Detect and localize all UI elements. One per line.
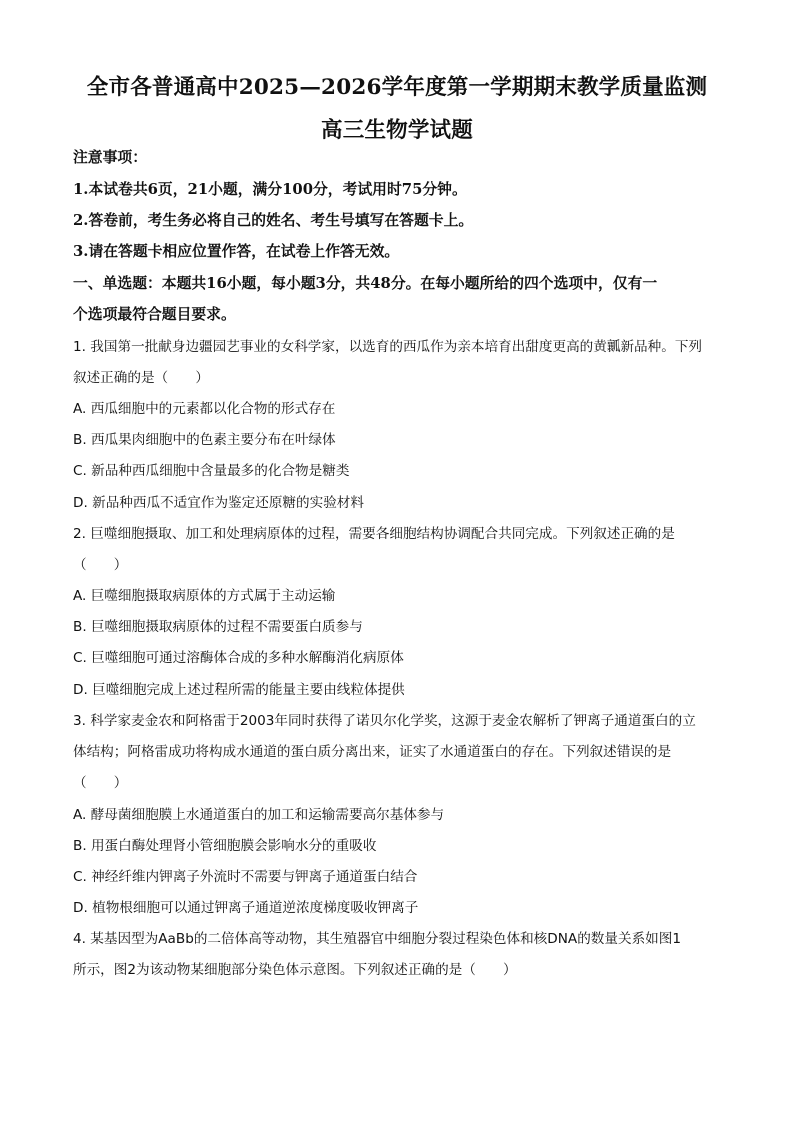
exam-subtitle: 高三生物学试题 — [321, 118, 473, 143]
question-stem: 3. 科学家麦金农和阿格雷于2003年同时获得了诺贝尔化学奖，这源于麦金农解析了钾离子通道蛋白的立 — [73, 713, 696, 729]
notice-item: 1.本试卷共6页，21小题，满分100分，考试用时75分钟。 — [73, 181, 467, 198]
notice-item: 2.答卷前，考生务必将自己的姓名、考生号填写在答题卡上。 — [73, 212, 474, 229]
question-stem: （ ） — [73, 557, 128, 573]
question-stem: 叙述正确的是（ ） — [73, 370, 209, 386]
question-option: A. 巨噬细胞摄取病原体的方式属于主动运输 — [73, 588, 336, 604]
question-stem: 所示，图2为该动物某细胞部分染色体示意图。下列叙述正确的是（ ） — [73, 962, 517, 978]
section-heading-cont: 个选项最符合题目要求。 — [73, 306, 236, 323]
section-heading: 一、单选题：本题共16小题，每小题3分，共48分。在每小题所给的四个选项中，仅有一 — [73, 275, 658, 292]
question-option: C. 新品种西瓜细胞中含量最多的化合物是糖类 — [73, 463, 350, 479]
notice-item: 3.请在答题卡相应位置作答，在试卷上作答无效。 — [73, 243, 400, 260]
question-stem: 体结构；阿格雷成功将构成水通道的蛋白质分离出来，证实了水通道蛋白的存在。下列叙述错误的是 — [73, 744, 672, 760]
question-stem: 2. 巨噬细胞摄取、加工和处理病原体的过程，需要各细胞结构协调配合共同完成。下列叙述正确的是 — [73, 526, 675, 542]
question-option: B. 用蛋白酶处理肾小管细胞膜会影响水分的重吸收 — [73, 838, 377, 854]
notice-heading: 注意事项： — [73, 149, 147, 166]
question-option: D. 新品种西瓜不适宜作为鉴定还原糖的实验材料 — [73, 495, 364, 511]
question-option: B. 西瓜果肉细胞中的色素主要分布在叶绿体 — [73, 432, 336, 448]
question-option: C. 神经纤维内钾离子外流时不需要与钾离子通道蛋白结合 — [73, 869, 418, 885]
question-option: B. 巨噬细胞摄取病原体的过程不需要蛋白质参与 — [73, 619, 363, 635]
exam-title: 全市各普通高中2025—2026学年度第一学期期末教学质量监测 — [86, 75, 708, 100]
question-option: A. 西瓜细胞中的元素都以化合物的形式存在 — [73, 401, 336, 417]
question-stem: （ ） — [73, 775, 128, 791]
question-stem: 4. 某基因型为AaBb的二倍体高等动物，其生殖器官中细胞分裂过程染色体和核DNA的数量关系如图1 — [73, 931, 682, 947]
question-stem: 1. 我国第一批献身边疆园艺事业的女科学家，以选育的西瓜作为亲本培育出甜度更高的黄瓤新品种。下列 — [73, 339, 703, 355]
question-option: C. 巨噬细胞可通过溶酶体合成的多种水解酶消化病原体 — [73, 650, 404, 666]
question-option: D. 巨噬细胞完成上述过程所需的能量主要由线粒体提供 — [73, 682, 405, 698]
question-option: A. 酵母菌细胞膜上水通道蛋白的加工和运输需要高尔基体参与 — [73, 807, 445, 823]
question-option: D. 植物根细胞可以通过钾离子通道逆浓度梯度吸收钾离子 — [73, 900, 419, 916]
